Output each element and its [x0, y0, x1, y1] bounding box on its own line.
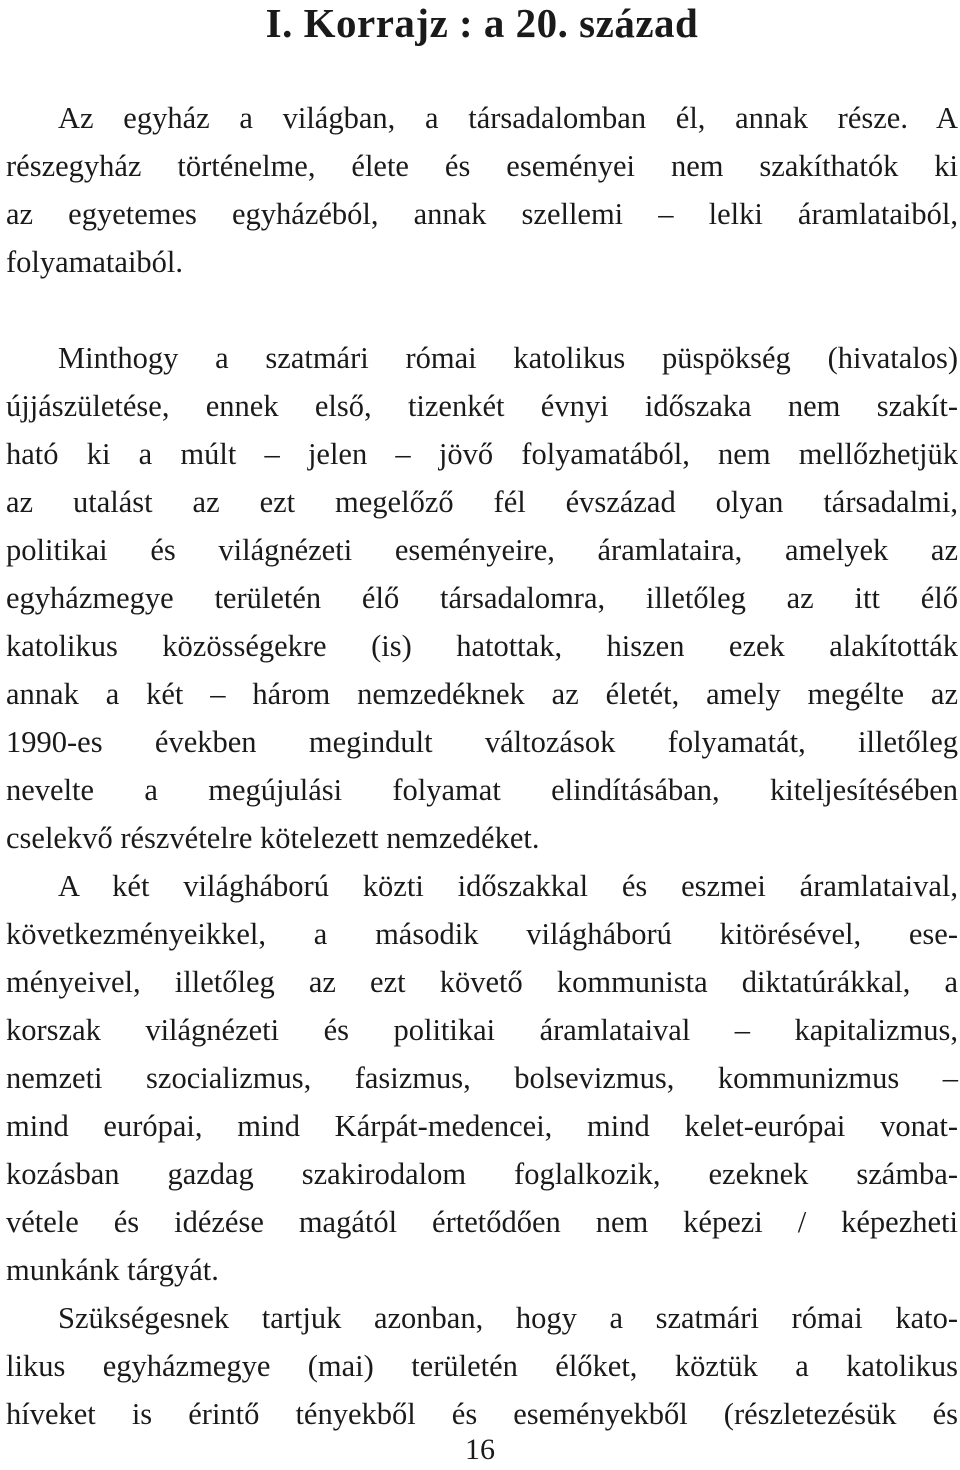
text-line: Szükségesnek tartjuk azonban, hogy a szatmári római kato-: [58, 1301, 958, 1335]
paragraph-1: [6, 94, 958, 286]
text-line: részegyház történelme, élete és eseményei nem szakíthatók ki: [6, 149, 958, 183]
text-line: A két világháború közti időszakkal és eszmei áramlataival,: [58, 869, 958, 903]
text-line: likus egyházmegye (mai) területén élőket, köztük a katolikus: [6, 1349, 958, 1383]
text-line: katolikus közösségekre (is) hatottak, hiszen ezek alakították: [6, 629, 958, 663]
text-line: politikai és világnézeti eseményeire, áramlataira, amelyek az: [6, 533, 958, 567]
text-line: az egyetemes egyházéból, annak szellemi – lelki áramlataiból,: [6, 197, 958, 231]
text-line: 1990-es években megindult változások folyamatát, illetőleg: [6, 725, 958, 759]
text-line: kozásban gazdag szakirodalom foglalkozik, ezeknek számba-: [6, 1157, 958, 1191]
text-line: munkánk tárgyát.: [6, 1253, 219, 1287]
paragraph-2: [6, 334, 958, 862]
text-line: korszak világnézeti és politikai áramlataival – kapitalizmus,: [6, 1013, 958, 1047]
text-line: nevelte a megújulási folyamat elindításában, kiteljesítésében: [6, 773, 958, 807]
text-line: annak a két – három nemzedéknek az életét, amely megélte az: [6, 677, 958, 711]
paragraph-3: [6, 862, 958, 1294]
body-text: [6, 94, 958, 1438]
text-line: az utalást az ezt megelőző fél évszázad olyan társadalmi,: [6, 485, 958, 519]
text-line: egyházmegye területén élő társadalomra, illetőleg az itt élő: [6, 581, 958, 615]
chapter-title: I. Korrajz : a 20. század: [265, 0, 699, 46]
text-line: nemzeti szocializmus, fasizmus, bolsevizmus, kommunizmus –: [6, 1061, 958, 1095]
text-line: mind európai, mind Kárpát-medencei, mind kelet-európai vonat-: [6, 1109, 958, 1143]
text-line: cselekvő részvételre kötelezett nemzedéket.: [6, 821, 540, 855]
text-line: folyamataiból.: [6, 245, 184, 279]
text-line: következményeikkel, a második világháború kitörésével, ese-: [6, 917, 958, 951]
text-line: Az egyház a világban, a társadalomban él, annak része. A: [58, 101, 958, 135]
text-line: Minthogy a szatmári római katolikus püspökség (hivatalos): [58, 341, 958, 375]
text-line: ményeivel, illetőleg az ezt követő kommunista diktatúrákkal, a: [6, 965, 958, 999]
document-page: [6, 0, 958, 1438]
paragraph-4: [6, 1294, 958, 1438]
text-line: újjászületése, ennek első, tizenkét évnyi időszaka nem szakít-: [6, 389, 958, 423]
text-line: vétele és idézése magától értetődően nem képezi / képezheti: [6, 1205, 958, 1239]
page-number: 16: [465, 1433, 495, 1466]
text-line: híveket is érintő tényekből és eseményekből (részletezésük és: [6, 1397, 958, 1431]
text-line: ható ki a múlt – jelen – jövő folyamatából, nem mellőzhetjük: [6, 437, 958, 471]
paragraph-gap: [6, 286, 958, 334]
